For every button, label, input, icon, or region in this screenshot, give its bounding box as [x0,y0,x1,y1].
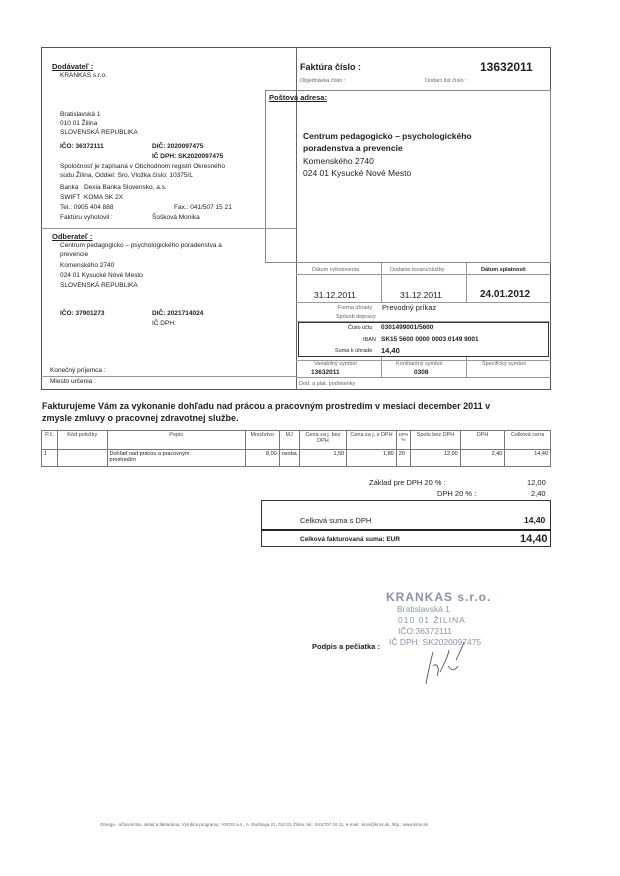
items-table [41,430,551,467]
invoiced-total: 14,40 [520,533,548,545]
cell-pc: 1 [42,450,58,467]
customer-city: 024 01 Kysucké Nové Mesto [60,272,143,279]
col-header: Kód položky [57,431,107,450]
col-header: P.č. [42,431,58,450]
supplier-icdph: IČ DPH: SK2020097475 [152,153,224,160]
col-header: Spolu bez DPH [411,431,461,450]
supplier-dic: DIČ: 2020097475 [152,143,204,150]
postal-name-2: poradenstva a prevencie [303,143,403,153]
supplier-heading: Dodávateľ : [52,62,94,71]
delivery-note-label: Dodací list číslo : [425,78,467,84]
supplier-bank-label: Banka [60,184,79,191]
vat-amount: 2,40 [531,489,546,498]
vat-label: DPH 20 % : [437,489,477,498]
customer-name-1: Centrum pedagogicko – psychologického poradenstva a [60,242,222,249]
due-date: 24.01.2012 [480,289,531,300]
stamp-company: KRANKAS s.r.o. [386,590,492,604]
supplier-country: SLOVENSKÁ REPUBLIKA [60,129,138,136]
delivery-date: 31.12.2011 [400,290,442,300]
account-label: Číslo účtu [348,325,373,331]
symbols-vline-2 [466,357,467,377]
cell-total: 14,40 [505,450,551,467]
col-header: Množstvo [245,431,279,450]
customer-heading: Odberateľ : [52,232,93,241]
specific-symbol-label: Špecifický symbol [482,361,526,367]
cell-price: 1,50 [299,450,347,467]
supplier-registry-1: Spoločnosť je zapísaná v Obchodnom registri Okresného [60,163,226,170]
supplier-swift: KOMA SK 2X [84,194,124,201]
stamp-ico: IČO:36372111 [398,626,453,636]
invoiced-total-label: Celková fakturovaná suma: EUR [300,536,401,543]
customer-country: SLOVENSKÁ REPUBLIKA [60,282,138,289]
cell-price-vat: 1,80 [347,450,396,467]
stamp-city: 010 01 ŽILINA [398,615,466,625]
symbols-vline-1 [381,357,382,377]
col-header: DPH [460,431,505,450]
supplier-name: KRANKAS s.r.o. [60,72,107,79]
vat-base: 12,00 [527,478,546,487]
supplier-tel: Tel.: 0905 404 888 [60,204,114,211]
customer-icdph: IČ DPH: [152,320,176,327]
stamp-icdph: IČ DPH: SK2020097475 [389,637,482,647]
destination-label: Miesto určenia : [50,378,96,385]
summary-mid-line [261,529,551,531]
symbols-line-2 [296,377,551,378]
supplier-issuer: Šošková Monika [152,214,200,221]
supplier-street: Bratislavská 1 [60,111,101,118]
intro-line-1: Fakturujeme Vám za vykonanie dohľadu nad prácou a pracovným prostredím v mesiaci december 2011 v [42,401,491,411]
col-header: Celková cena [505,431,551,450]
cell-code [57,450,107,467]
supplier-swift-label: SWIFT [60,194,81,201]
invoice-number-label: Faktúra číslo : [300,62,362,72]
postal-name-1: Centrum pedagogicko – psychologického [303,131,472,141]
cell-vat: 2,40 [460,450,505,467]
order-number-label: Objednávka číslo : [300,78,346,84]
dates-vline-1 [381,263,382,302]
supplier-bank: Dexia Banka Slovensko, a.s. [84,184,167,191]
payment-form: Prevodný príkaz [382,303,437,312]
customer-street: Komenského 2740 [60,262,115,269]
signature-label: Podpis a pečiatka : [312,642,380,651]
col-header: MJ [279,431,299,450]
amount-due-label: Suma k úhrade [335,348,373,354]
vat-base-label: Základ pre DPH 20 % : [369,478,446,487]
table-header-row [42,431,551,450]
total-with-vat: 14,40 [524,515,546,525]
transport-label: Spôsob dopravy [336,314,376,320]
due-date-label: Dátum splatnosti [481,267,526,273]
supplier-registry-2: súdu Žilina, Oddiel: Sro, Vložka číslo: 10375/L [60,172,193,179]
signature [418,636,468,688]
cell-quantity: 8,00 [245,450,279,467]
iban: SK15 5600 0000 0003 0149 9001 [381,336,479,343]
customer-divider [41,228,296,229]
cell-total-novat: 12,00 [411,450,461,467]
supplier-city: 010 01 Žilina [60,120,98,127]
payment-form-label: Forma úhrady [338,305,373,311]
col-header: DPH % [396,431,411,450]
supplier-fax: Fax.: 041/507 15 21 [174,204,232,211]
postal-heading: Poštová adresa: [269,93,327,102]
variable-symbol: 13632011 [311,369,340,376]
terms-label: Dod. a plat. podmienky [299,381,356,387]
dates-line-1 [296,274,551,275]
constant-symbol: 0308 [414,369,429,376]
customer-name-2: prevencie [60,251,89,258]
recipient-divider [41,376,296,377]
issue-date: 31.12.2011 [314,290,356,300]
col-header: Cena za j. s DPH [347,431,396,450]
cell-unit: osoba [279,450,299,467]
cell-description-line-1: Dohľad nad prácou a pracovným [109,451,190,457]
iban-label: IBAN [363,337,376,343]
postal-street: Komenského 2740 [303,156,374,166]
cell-description-line-2: prostredím [109,457,136,463]
amount-due: 14,40 [381,346,400,355]
stamp-street: Bratislavská 1 [397,604,450,614]
invoice-number: 13632011 [480,60,533,74]
constant-symbol-label: Konštantný symbol [396,361,443,367]
supplier-ico: IČO: 36372111 [60,143,104,150]
delivery-date-label: Dodanie tovaru/služby [390,267,445,273]
issue-date-label: Dátum vyhotovenia [312,267,360,273]
cell-description [107,450,245,467]
final-recipient-label: Konečný príjemca : [50,367,106,374]
col-header: Cena za j. bez DPH [299,431,347,450]
variable-symbol-label: Variabilný symbol [314,361,357,367]
postal-city: 024 01 Kysucké Nové Mesto [303,168,412,178]
customer-ico: IČO: 37901273 [60,310,105,317]
total-with-vat-label: Celková suma s DPH [300,516,372,525]
footer-text: Omega - účtovníctvo, sklad a fakturácia, Výrobca programu : KROS a.s., A. Rudnaya 21, 010 01 Žilina, tel.: 041/707 10 11, e-mail : kros@kros.sk, http : www.kros.sk [100,822,428,827]
supplier-issuer-label: Faktúru vyhotovil : [60,214,113,221]
table-row [42,450,551,467]
customer-dic: DIČ: 2021714024 [152,310,204,317]
account-number: 0301499001/5600 [381,324,434,331]
intro-line-2: zmysle zmluvy o pracovnej zdravotnej službe. [42,413,239,423]
col-header: Popis [107,431,245,450]
dates-vline-2 [466,263,467,302]
cell-vat-pct: 20 [396,450,411,467]
